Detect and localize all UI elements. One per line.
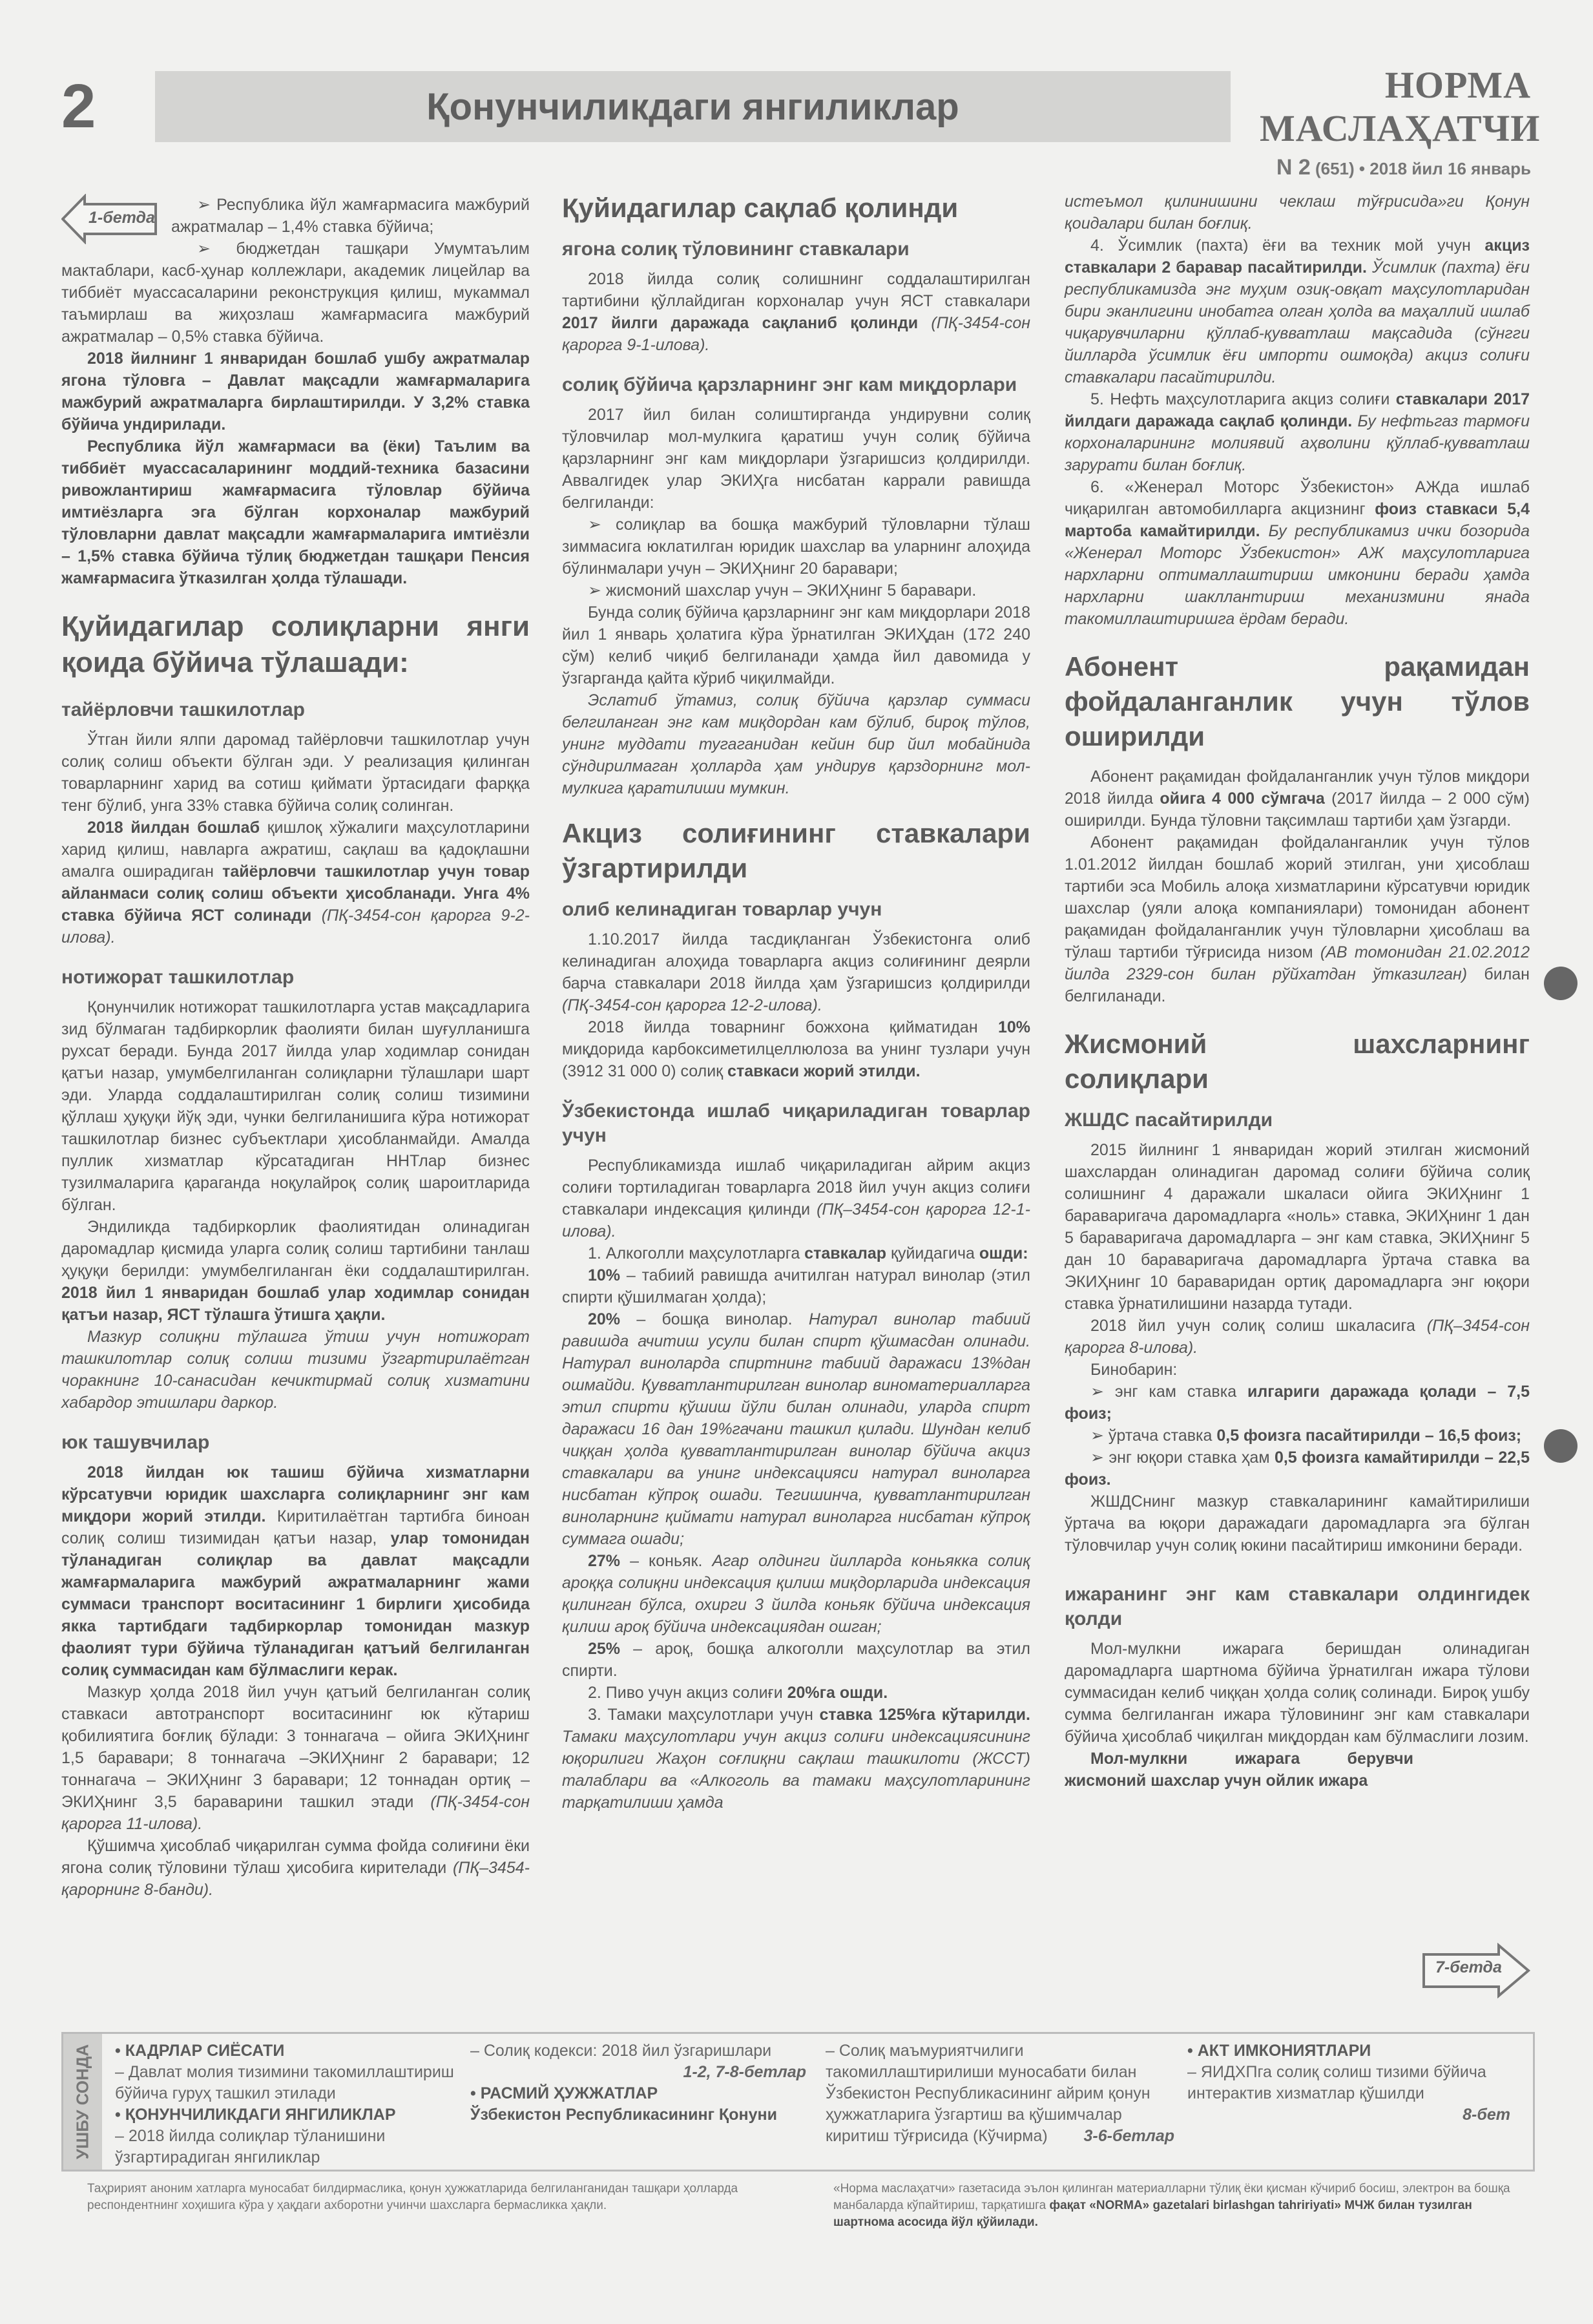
paragraph: 2018 йилдан юк ташиш бўйича хизматларни кўрсатувчи юридик шахсларга солиқларнинг энг кам миқдори жорий этилди. Киритилаётган тартибга биноан солиқ солиш тизимидан қатъи назар, улар томонидан тўланадиган солиқлар ва давлат мақсадли жамғармаларига мажбурий ажратмаларнинг жами суммаси транспорт воситасининг 1 бирлиги ҳисобида якка тартибдаги тадбиркорлар томонидан мазкур фаолият тури бўйича тўланадиган қатъий белгиланган солиқ суммасидан кам бўлмаслиги керак.: [61, 1463, 530, 1679]
paragraph: 2018 йил учун солиқ солиш шкаласига (ПҚ–3454-сон қарорга 8-илова).: [1065, 1317, 1530, 1357]
paragraph: истеъмол қилинишини чеклаш тўғрисида»ги Қонун қоидалари билан боғлиқ.: [1065, 193, 1530, 233]
issue-sequence: (651): [1315, 159, 1355, 178]
paragraph: 2015 йилнинг 1 январидан жорий этилган жисмоний шахслардан олинадиган даромад солиғи бўйича солиқ солишнинг 4 даражали шкаласи ойига ЭКИҲнинг 1 бараваригача даромадларга «ноль» ставка, ЭКИҲнинг 1 дан 5 бараваригача даромадларга – энг кам ставка, ЭКИҲнинг 5 дан 10 бараваригача даромадларга ўртача ставка ва ЭКИҲнинг 10 бараваридан ортиқ даромадларга энг юқори ставка ўрнатилишини назарда тутади.: [1065, 1141, 1530, 1313]
headline: Жисмоний шахсларнинг солиқлари: [1065, 1029, 1530, 1094]
contents-heading[interactable]: • КАДРЛАР СИЁСАТИ: [115, 2042, 285, 2060]
paragraph: Мазкур ҳолда 2018 йил учун қатъий белгиланган солиқ ставкаси автотранспорт воситасининг юк кўтариш қобилиятига боғлиқ бўлади: 3 тоннагача – ойига ЭКИҲнинг 1,5 баравари; 8 тоннагача –ЭКИҲнинг 2 баравари; 12 тоннагача – ЭКИҲнинг 3 баравари; 12 тоннадан ортиқ – ЭКИҲнинг 3,5 бараварини ташкил этади (ПҚ-3454-сон қарорга 11-илова).: [61, 1683, 530, 1833]
paragraph: 10% – табиий равишда ачитилган натурал винолар (этил спирти қўшилмаган ҳолда);: [562, 1266, 1030, 1306]
contents-item[interactable]: – Солиқ маъмуриятчилиги такомиллаштирилиши муносабати билан Ўзбекистон Республикасининг айрим қонун ҳужжатларига ўзгартиш ва қўшимчалар киритиш тўғрисида (Кўчирма): [826, 2042, 1150, 2145]
contents-heading[interactable]: • РАСМИЙ ҲУЖЖАТЛАР: [470, 2084, 658, 2102]
paragraph: 2. Пиво учун акциз солиғи 20%га ошди.: [588, 1684, 888, 1702]
paragraph: 2018 йилдан бошлаб қишлоқ хўжалиги маҳсулотларини харид қилиш, навларга ажратиш, сақлаш ва қадоқлашни амалга оширадиган тайёрловчи ташкилотлар учун товар айланмаси солиқ солиш объекти ҳисобланади. Унга 4% ставка бўйича ЯСТ солинади (ПҚ-3454-сон қарорга 9-2-илова).: [61, 819, 530, 947]
paragraph: ➢ бюджетдан ташқари Умумтаълим мактаблари, касб-ҳунар коллежлари, академик лицейлар ва тиббиёт муассасаларини реконструкция қилиш, мукаммал таъмирлаш ва жиҳозлаш жамғармасига мажбурий ажратмалар – 0,5% ставка бўйича.: [61, 240, 530, 346]
headline: Қуйидагилар сақлаб қолинди: [562, 193, 959, 223]
subheading: ягона солиқ тўловининг ставкалари: [562, 238, 910, 260]
contents-pages: 1-2, 7-8-бетлар: [683, 2063, 806, 2081]
continued-from-arrow[interactable]: [61, 194, 158, 244]
contents-pages: 8-бет: [1463, 2106, 1510, 2124]
section-title: Қонунчиликдаги янгиликлар: [426, 85, 959, 128]
issue-info: [1260, 155, 1531, 180]
paragraph: 27% – коньяк. Агар олдинги йилларда коньякка солиқ ароққа солиқни индексация қилиш миқдорларида индексация қилинган бўлса, охирги 3 йилда коньяк бўйича индексация қилиш ароқ бўйича индексациядан ошган;: [562, 1552, 1030, 1636]
contents-box: [61, 2032, 1535, 2172]
disclaimer-right: «Норма маслаҳатчи» газетасида эълон қилинган материалларни тўлиқ ёки қисман кўчириб босиш, электрон ва бошқа манбаларда кўпайтириш, тарқатишга фақат «NORMA» gazetalari birlashgan tahririyati» МЧЖ билан тузилган шартнома асосида йўл қўйилади.: [833, 2182, 1510, 2229]
paragraph: 1. Алкоголли маҳсулотларга ставкалар қуйидагича ошди:: [588, 1244, 1028, 1262]
contents-item[interactable]: – Давлат молия тизимини такомиллаштириш бўйича гуруҳ ташкил этилади: [115, 2063, 454, 2102]
contents-heading[interactable]: • ҚОНУНЧИЛИКДАГИ ЯНГИЛИКЛАР: [115, 2106, 396, 2124]
contents-column: [470, 2040, 806, 2126]
paragraph: 2017 йил билан солиштирганда ундирувни солиқ тўловчилар мол-мулкига қаратиш учун солиқ бўйича қарзларнинг энг кам миқдорлари ўзгаришсиз қолдирилди. Аввалгидек улар ЭКИҲга нисбатан каррали равишда белгиланди:: [562, 406, 1030, 512]
contents-side-label: УШБУ СОНДА: [63, 2034, 102, 2170]
paragraph: 2018 йилнинг 1 январидан бошлаб ушбу ажратмалар ягона тўловга – Давлат мақсадли жамғармаларига мажбурий ажратмаларга бирлаштирилди. У 3,2% ставка бўйича ундирилади.: [61, 350, 530, 434]
contents-column: [826, 2040, 1174, 2147]
paragraph: 20% – бошқа винолар. Натурал винолар табиий равишда ачитиш усули билан спирт қўшмасдан олинади. Натурал виноларда спиртнинг табиий даражаси 13%дан ошмайди. Қувватлантирилган винолар виноматериалларга этил спирти қўшиш йўли билан олинади, уларда спирт даражаси 16 дан 19%гачани ташкил қилади. Шундан келиб чиққан ҳолда қувватлантирилган винолар бўйича акциз ставкалари ва унинг индексацияси натурал виноларга нисбатан кўпроқ ошади. Тегишинча, қувватлантирилган виноларнинг қиймати натурал виноларга нисбатан кўпроқ суммага ошади;: [562, 1310, 1030, 1548]
paragraph: ➢ солиқлар ва бошқа мажбурий тўловларни тўлаш зиммасига юклатилган юридик шахслар ва уларнинг алоҳида бўлинмалари учун – ЭКИҲнинг 20 баравари;: [562, 516, 1030, 578]
paragraph: Бунда солиқ бўйича қарзларнинг энг кам миқдорлари 2018 йил 1 январь ҳолатига кўра ўрнатилган ЭКИҲдан (172 240 сўм) келиб чиқиб белгиланади ҳамда йил давомида у ўзгарганда қайта кўриб чиқилмайди.: [562, 603, 1030, 687]
contents-item[interactable]: – ЯИДХПга солиқ солиш тизими бўйича интерактив хизматлар қўшилди: [1187, 2063, 1486, 2102]
column-2: [562, 191, 1030, 1814]
paragraph: ➢ энг юқори ставка ҳам 0,5 фоизга камайтирилди – 22,5 фоиз.: [1065, 1449, 1530, 1489]
section-title-bar: [155, 71, 1231, 142]
punch-hole: [1544, 967, 1577, 1000]
subheading: солиқ бўйича қарзларнинг энг кам миқдорлари: [562, 374, 1017, 395]
paragraph: Эслатиб ўтамиз, солиқ бўйича қарзлар суммаси белгиланган энг кам миқдордан кам бўлиб, бироқ тўлов, унинг муддати тугаганидан кейин бир йил мобайнида сўндирилмаган ҳолларда ҳам ундирув қарздорнинг мол-мулкига қаратилиши мумкин.: [562, 691, 1030, 797]
issue-number: N 2: [1276, 155, 1311, 180]
paragraph: Мол-мулкни ижарага беришдан олинадиган даромадларга шартнома бўйича ўрнатилган ижара тўлови суммасидан келиб чиққан ҳолда солиқ солинади. Бироқ ушбу сумма белгиланган ижара тўловининг энг кам ставкалари бўйича ҳисоблаб чиқилган миқдордан кам бўлмаслиги лозим.: [1065, 1640, 1530, 1746]
contents-heading[interactable]: • АКТ ИМКОНИЯТЛАРИ: [1187, 2042, 1371, 2060]
subheading: юк ташувчилар: [61, 1432, 210, 1453]
paragraph: ➢ жисмоний шахслар учун – ЭКИҲнинг 5 баравари.: [588, 581, 977, 600]
subheading: ижаранинг энг кам ставкалари олдингидек қолди: [1065, 1584, 1530, 1629]
paragraph: ➢ энг кам ставка илгариги даражада қолади – 7,5 фоиз;: [1065, 1383, 1530, 1423]
masthead: [1260, 63, 1541, 180]
paragraph: ➢ ўртача ставка 0,5 фоизга пасайтирилди – 16,5 фоиз;: [1090, 1427, 1522, 1445]
headline: Абонент рақамидан фойдаланганлик учун тўлов оширилди: [1065, 651, 1530, 751]
paragraph: 1.10.2017 йилда тасдиқланган Ўзбекистонга олиб келинадиган алоҳида товарларга акциз солиғининг деярли барча ставкалари 2018 йилда ҳам ўзгаришсиз қолдирилди (ПҚ-3454-сон қарорга 12-2-илова).: [562, 930, 1030, 1014]
paragraph: 25% – ароқ, бошқа алкоголли маҳсулотлар ва этил спирти.: [562, 1640, 1030, 1680]
paragraph: Эндиликда тадбиркорлик фаолиятидан олинадиган даромадлар қисмида уларга солиқ солиш тартибини танлаш ҳуқуқи берилди: умумбелгиланган ёки соддалаштирилган. 2018 йил 1 январидан бошлаб улар ходимлар сонидан қатъи назар, ЯСТ тўлашга ўтишга ҳақли.: [61, 1218, 530, 1324]
continued-on-arrow[interactable]: [1421, 1943, 1531, 1998]
contents-column: [1187, 2040, 1510, 2126]
paragraph: Мазкур солиқни тўлашга ўтиш учун нотижорат ташкилотлар солиқ солиш тизими ўзгартирилаётган чоракнинг 10-санасидан кечиктирмай солиқ хизматини хабардор этишлари даркор.: [61, 1328, 530, 1412]
paragraph: Ўтган йили ялпи даромад тайёрловчи ташкилотлар учун солиқ солиш объекти бўлган эди. У реализация қилинган товарларнинг харид ва сотиш қиймати ўртасидаги фарққа тенг бўлиб, унга 33% ставка бўйича солиқ солинган.: [61, 731, 530, 815]
paragraph: 3. Тамаки маҳсулотлари учун ставка 125%га кўтарилди. Тамаки маҳсулотлари учун акциз солиғи индексациясининг юқорилиги Жаҳон соғлиқни сақлаш ташкилоти (ЖССТ) талаблари ва «Алкоголь ва тамаки маҳсулотларининг тарқатилиши ҳамда: [562, 1706, 1030, 1812]
disclaimer-left: Таҳририят аноним хатларга муносабат билдирмаслика, қонун ҳужжатларида белгиланганидан ташқари ҳолларда респондентнинг хоҳишига кўра у ҳақдаги ахборотни учинчи шахсларга бермасликка ҳақли.: [87, 2182, 738, 2212]
page-number: 2: [61, 72, 96, 141]
contents-item[interactable]: – Солиқ кодекси: 2018 йил ўзгаришлари: [470, 2042, 772, 2060]
punch-hole: [1544, 1429, 1577, 1463]
brand-logo: НОРМА МАСЛАҲАТЧИ: [1260, 64, 1541, 149]
contents-item[interactable]: – 2018 йилда солиқлар тўланишини ўзгартирадиган янгиликлар: [115, 2127, 386, 2166]
paragraph: Абонент рақамидан фойдаланганлик учун тўлов миқдори 2018 йилда ойига 4 000 сўмгача (2017 йилда – 2 000 сўм) оширилди. Бунда тўловни тақсимлаш тартиби ҳам ўзгарди.: [1065, 768, 1530, 830]
paragraph: 5. Нефть маҳсулотларига акциз солиғи ставкалари 2017 йилдаги даражада сақлаб қолинди. Бу нефтьгаз тармоғи корхоналарининг молиявий аҳволини қўллаб-қувватлаш зарурати билан боғлиқ.: [1065, 390, 1530, 474]
paragraph: Республика йўл жамғармаси ва (ёки) Таълим ва тиббиёт муассасаларининг моддий-техника базасини ривожлантириш жамғармасига тўловлар бўйича имтиёзларга эга бўлган корхоналар мажбурий тўловларни давлат мақсадли жамғармаларига имтиёзли – 1,5% ставка бўйича тўлиқ бюджетдан ташқари Пенсия жамғармасига ўтказилган ҳолда тўлашади.: [61, 437, 530, 587]
paragraph: 2018 йилда солиқ солишнинг соддалаштирилган тартибини қўллайдиган корхоналар учун ЯСТ ставкалари 2017 йилги даражада сақланиб қолинди (ПҚ-3454-сон қарорга 9-1-илова).: [562, 270, 1030, 354]
paragraph: Мол-мулкни ижарага берувчи жисмоний шахслар учун ойлик ижара: [1065, 1750, 1413, 1790]
continued-on-label: 7-бетда: [1435, 1958, 1502, 1976]
headline: Акциз солиғининг ставкалари ўзгартирилди: [562, 818, 1030, 883]
continued-from-label: 1-бетда: [88, 209, 155, 227]
subheading: Ўзбекистонда ишлаб чиқариладиган товарлар учун: [562, 1100, 1030, 1146]
paragraph: ЖШДСнинг мазкур ставкаларининг камайтирилиши ўртача ва юқори даражадаги даромадларга эга бўлган тўловчилар учун солиқ юкини пасайтириш имконини беради.: [1065, 1492, 1530, 1555]
headline: Қуйидагилар солиқларни янги қоида бўйича тўлашади:: [61, 611, 530, 678]
column-1: [61, 194, 530, 1901]
paragraph: Бинобарин:: [1090, 1361, 1178, 1379]
contents-item[interactable]: Ўзбекистон Республикасининг Қонуни: [470, 2106, 777, 2124]
paragraph: ➢ Республика йўл жамғармасига мажбурий ажратмалар – 1,4% ставка бўйича;: [171, 196, 530, 236]
paragraph: 6. «Женерал Моторс Ўзбекистон» АЖда ишлаб чиқарилган автомобилларга акцизнинг фоиз ставкаси 5,4 мартоба камайтирилди. Бу республикамиз ички бозорида «Женерал Моторс Ўзбекистон» АЖ маҳсулотларига нархларни оптималлаштириш имконини беради ҳамда нархларни шакллантириш механизмини янада такомиллаштиришга ёрдам беради.: [1065, 478, 1530, 628]
contents-column: [115, 2040, 457, 2168]
paragraph: Абонент рақамидан фойдаланганлик учун тўлов 1.01.2012 йилдан бошлаб жорий этилган, уни ҳисоблаш тартиби эса Мобиль алоқа хизматларини кўрсатувчи юридик шахслар (уяли алоқа компаниялари) томонидан абонент рақамидан фойдаланганлик учун тўловларни ҳисоблаш ва тўлаш тартиби тўғрисида низом (АВ томонидан 21.02.2012 йилда 2329-сон билан рўйхатдан ўтказилган) билан белгиланади.: [1065, 833, 1530, 1005]
subheading: нотижорат ташкилотлар: [61, 967, 295, 988]
paragraph: 4. Ўсимлик (пахта) ёғи ва техник мой учун акциз ставкалари 2 баравар пасайтирилди. Ўсимлик (пахта) ёғи республикамизда энг муҳим озиқ-овқат маҳсулотларидан бири эканлигини инобатга олган ҳолда ва маҳаллий ишлаб чиқарувчиларни қўллаб-қувватлаш мақсадида (сўнгги йилларда ўсимлик ёғи импорти ошмоқда) акциз солиғи ставкалари пасайтирилди.: [1065, 236, 1530, 386]
paragraph: Қонунчилик нотижорат ташкилотларга устав мақсадларига зид бўлмаган тадбиркорлик фаолияти билан шуғулланишга рухсат беради. Бунда 2017 йилда улар ходимлар сонидан қатъи назар, умумбелгиланган солиқларни тўлашлари шарт эди. Уларда соддалаштирилган солиқ солиш тизимини қўллаш ҳуқуқи йўқ эди, чунки белгиланишига кўра нотижорат ташкилотлар бизнес субъектлари ҳисобланмайди. Амалда пуллик хизматлар кўрсатадиган ННТлар бизнес тузилмаларига қараганда ноқулайроқ солиқ шароитларида бўлган.: [61, 998, 530, 1214]
paragraph: 2018 йилда товарнинг божхона қийматидан 10% миқдорида карбоксиметилцеллюлоза ва унинг тузлари учун (3912 31 000 0) солиқ ставкаси жорий этилди.: [562, 1018, 1030, 1080]
paragraph: Республикамизда ишлаб чиқариладиган айрим акциз солиғи тортиладиган товарларга 2018 йил учун акциз солиғи ставкалари индексация қилинди (ПҚ–3454-сон қарорга 12-1-илова).: [562, 1157, 1030, 1241]
column-3: [1065, 191, 1530, 1792]
subheading: тайёрловчи ташкилотлар: [61, 699, 306, 720]
subheading: ЖШДС пасайтирилди: [1065, 1109, 1273, 1131]
contents-pages: 3-6-бетлар: [1083, 2127, 1174, 2145]
paragraph: Қўшимча ҳисоблаб чиқарилган сумма фойда солиғини ёки ягона солиқ тўловини тўлаш ҳисобига кирителади (ПҚ–3454-қарорнинг 8-банди).: [61, 1837, 530, 1899]
issue-date: • 2018 йил 16 январь: [1359, 159, 1531, 178]
subheading: олиб келинадиган товарлар учун: [562, 899, 882, 920]
